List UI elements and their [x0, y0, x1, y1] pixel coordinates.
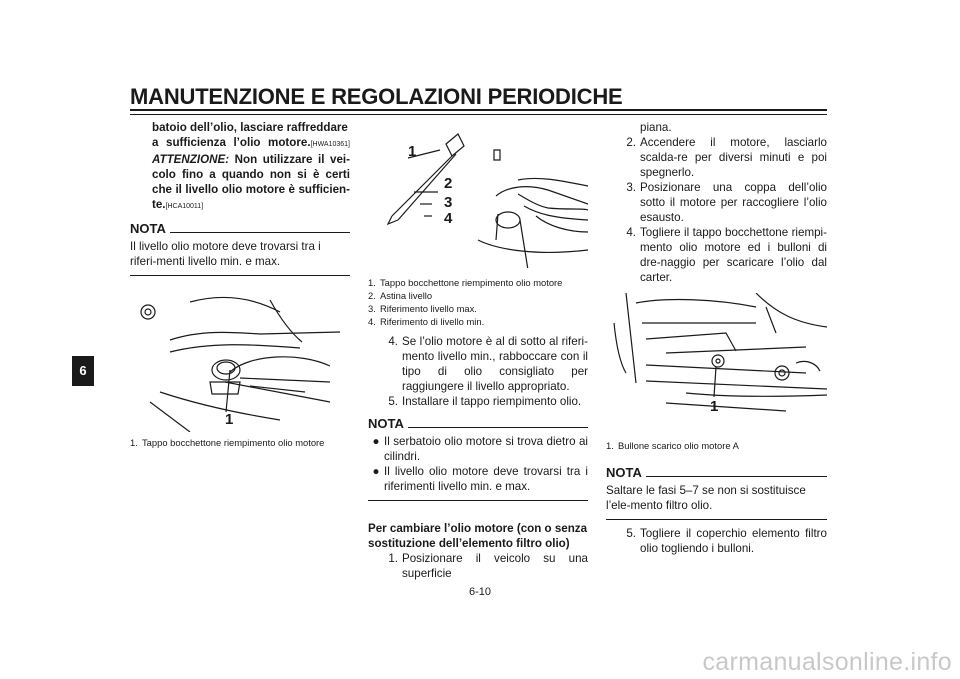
warning-block [130, 120, 350, 214]
callout-4: 4 [444, 210, 453, 227]
caption-row: 2. Astina livello [368, 290, 433, 301]
attention-text: Non utilizzare il vei-colo fino a quando non si è certi che il livello olio motore è sufficien-te. [152, 153, 350, 211]
caption-row: 1. Tappo bocchettone riempimento olio motore [130, 437, 325, 448]
figure-caption [130, 436, 350, 449]
warning-line-1: batoio dell’olio, lasciare raffreddare [152, 121, 348, 134]
figure-drain-bolt [606, 293, 827, 435]
column-right [606, 120, 827, 556]
nota-heading [606, 466, 827, 480]
warning-code: [HWA10361] [310, 141, 350, 148]
engine-illustration-left [130, 282, 350, 432]
nota-heading [368, 417, 588, 431]
figure-oil-filler-cap [130, 282, 350, 432]
step-item: 4. Togliere il tappo bocchettone riempi-mento olio motore ed i bulloni di dre-naggio per scaricare l’olio dal carter. [626, 226, 827, 284]
steps-list-2 [606, 526, 827, 556]
column-left [130, 120, 350, 449]
section-subheading: Per cambiare l’olio motore (con o senza sostituzione dell’elemento filtro olio) [368, 522, 588, 550]
attention-code: [HCA10011] [165, 203, 204, 210]
title-underline [130, 109, 827, 115]
caption-row: 4. Riferimento di livello min. [368, 316, 485, 327]
steps-list-2 [368, 551, 588, 581]
figure-callout-1: 1 [710, 398, 719, 415]
figure-callout-1: 1 [225, 411, 234, 428]
steps-list [606, 120, 827, 285]
callout-2: 2 [444, 175, 453, 192]
step-item: 5. Togliere il coperchio elemento filtro olio togliendo i bulloni. [626, 527, 827, 555]
nota-text: Il livello olio motore deve trovarsi tra i riferi-menti livello min. e max. [130, 240, 321, 268]
nota-text: Saltare le fasi 5–7 se non si sostituisce l’ele-mento filtro olio. [606, 484, 806, 512]
nota-end-rule [606, 519, 827, 520]
figure-caption-drain [606, 439, 827, 452]
nota-end-rule [368, 500, 588, 501]
dipstick-illustration [368, 120, 588, 268]
step-item: 5. Installare il tappo riempimento olio. [388, 395, 582, 408]
drain-bolt-illustration [606, 293, 827, 435]
nota-label: NOTA [130, 221, 166, 236]
step-item: 3. Posizionare una coppa dell’olio sotto il motore per raccogliere l’olio esausto. [626, 181, 827, 224]
warning-line-2: a sufficienza l’olio motore. [152, 136, 311, 149]
bullet-item: ● Il livello olio motore deve trovarsi tra i riferimenti livello min. e max. [372, 465, 588, 493]
nota-label: NOTA [368, 416, 404, 431]
figure-dipstick [368, 120, 588, 268]
step-item: 4. Se l’olio motore è al di sotto al riferi-mento livello min., rabboccare con il tipo di olio consigliato per raggiungere il livello appropriato. [388, 335, 588, 393]
page-number: 6-10 [469, 586, 492, 598]
watermark: carmanualsonline.info [702, 648, 952, 676]
nota-end-rule [130, 275, 350, 276]
figure-caption-dipstick [368, 276, 588, 328]
callout-3: 3 [444, 194, 453, 211]
steps-list [368, 334, 588, 409]
caption-row: 1. Bullone scarico olio motore A [606, 440, 739, 451]
step-item: 1. Posizionare il veicolo su una superficie [388, 552, 588, 580]
bullet-item: ● Il serbatoio olio motore si trova dietro ai cilindri. [372, 435, 588, 463]
step-item: 2. Accendere il motore, lasciarlo scalda-re per diversi minuti e poi spegnerlo. [626, 136, 827, 179]
column-middle [368, 120, 588, 581]
nota-heading [130, 222, 350, 236]
step-item: piana. [640, 121, 672, 134]
chapter-tab: 6 [72, 356, 94, 386]
page-title: MANUTENZIONE E REGOLAZIONI PERIODICHE [130, 84, 623, 109]
nota-label: NOTA [606, 465, 642, 480]
nota-bullets [368, 434, 588, 494]
caption-row: 3. Riferimento livello max. [368, 303, 477, 314]
caption-row: 1. Tappo bocchettone riempimento olio motore [368, 277, 563, 288]
attention-label: ATTENZIONE: [152, 153, 230, 166]
callout-1: 1 [408, 143, 417, 160]
